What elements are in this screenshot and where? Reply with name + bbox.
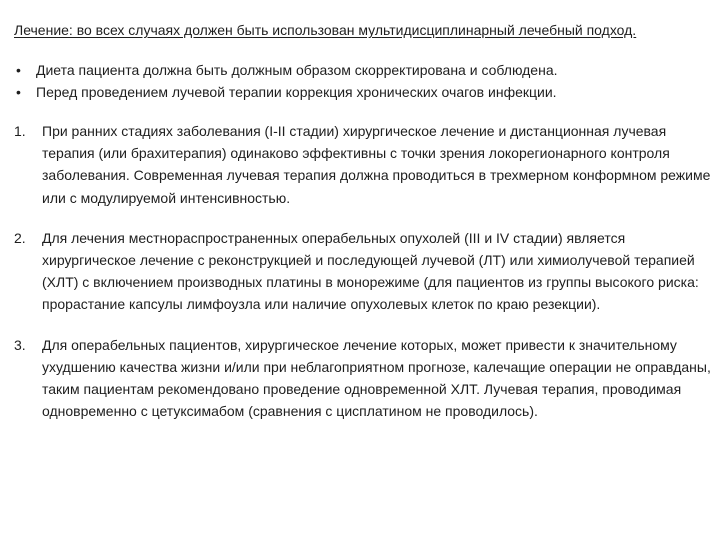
bullet-item-infection	[14, 81, 714, 103]
numbered-item-advanced-stage	[14, 227, 714, 316]
item-text: При ранних стадиях заболевания (I-II стадии) хирургическое лечение и дистанционная лучевая терапия (или брахитерапия) одинаково эффективны с точки зрения локорегионарного контроля заболевания. Современная лучевая терапия должна проводиться в трехмерном конформном режиме или с модулируемой интенсивностью.	[42, 123, 711, 206]
numbered-item-early-stage	[14, 120, 714, 209]
bullet-text: Перед проведением лучевой терапии коррекция хронических очагов инфекции.	[36, 84, 557, 100]
numbered-list	[14, 120, 714, 422]
page-heading: Лечение: во всех случаях должен быть использован мультидисциплинарный лечебный подход.	[14, 22, 637, 38]
bullet-text: Диета пациента должна быть должным образом скорректирована и соблюдена.	[36, 62, 558, 78]
item-text: Для операбельных пациентов, хирургическое лечение которых, может привести к значительному ухудшению качества жизни и/или при неблагоприятном прогнозе, калечащие операции не оправданы, таким пациентам рекомендовано проведение одновременной ХЛТ. Лучевая терапия, проводимая одновременно с цетуксимабом (сравнения с цисплатином не проводилось).	[42, 336, 711, 420]
numbered-item-chemoradiation	[14, 334, 714, 423]
bullet-list	[14, 59, 714, 103]
item-number: 2.	[14, 229, 26, 246]
bullet-dot-icon: •	[16, 84, 21, 100]
item-number: 1.	[14, 123, 26, 139]
document-page	[14, 20, 714, 440]
item-text: Для лечения местнораспространенных операбельных опухолей (III и IV стадии) является хирургическое лечение с реконструкцией и последующей лучевой (ЛТ) или химиолучевой терапией (ХЛТ) с включением производных платины в монорежиме (для пациентов из группы высокого риска: прорастание капсулы лимфоузла или наличие опухолевых клеток по краю резекции).	[42, 229, 699, 313]
bullet-dot-icon: •	[16, 62, 21, 78]
item-number: 3.	[14, 336, 26, 353]
bullet-item-diet	[14, 59, 714, 81]
